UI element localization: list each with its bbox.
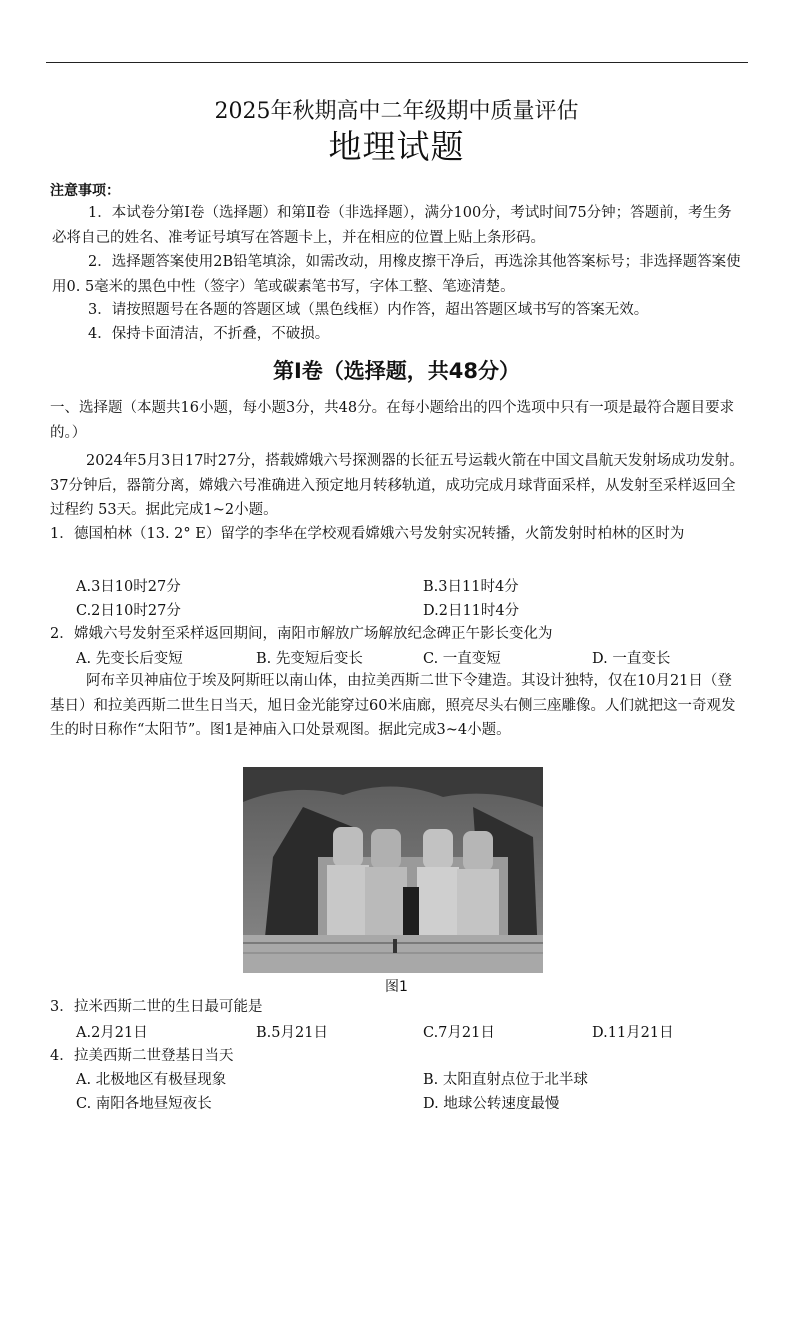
notice-item-1: 1．本试卷分第Ⅰ卷（选择题）和第Ⅱ卷（非选择题），满分100分，考试时间75分钟；答题前，考生务必将自己的姓名、准考证号填写在答题卡上，并在相应的位置上贴上条形码。 bbox=[52, 205, 732, 246]
question-text: 德国柏林（13. 2° E）留学的李华在学校观看嫦娥六号发射实况转播，火箭发射时柏林的区时为 bbox=[74, 526, 685, 542]
q1-option-c: C.2日10时27分 bbox=[76, 603, 181, 619]
question-number: 3． bbox=[50, 999, 74, 1015]
notice-item-3: 3．请按照题号在各题的答题区域（黑色线框）内作答，超出答题区域书写的答案无效。 bbox=[88, 302, 649, 318]
q2-option-c: C. 一直变短 bbox=[423, 651, 501, 667]
question-3 bbox=[50, 995, 746, 1019]
section-instruction: 一、选择题（本题共16小题，每小题3分，共48分。在每小题给出的四个选项中只有一项是最符合题目要求的。） bbox=[50, 400, 735, 441]
q2-option-d: D. 一直变长 bbox=[592, 651, 671, 667]
q3-option-c: C.7月21日 bbox=[423, 1025, 495, 1041]
question-1 bbox=[50, 522, 746, 546]
q1-option-a: A.3日10时27分 bbox=[76, 579, 181, 595]
notice-item-4: 4．保持卡面清洁，不折叠，不破损。 bbox=[88, 326, 330, 342]
exam-title: 2025年秋期高中二年级期中质量评估 bbox=[214, 99, 579, 124]
question-number: 2． bbox=[50, 626, 74, 642]
abu-simbel-temple-photo bbox=[243, 767, 543, 973]
subject-title: 地理试题 bbox=[328, 127, 465, 166]
passage-chang-e: 2024年5月3日17时27分，搭载嫦娥六号探测器的长征五号运载火箭在中国文昌航天发射场成功发射。37分钟后，器箭分离，嫦娥六号准确进入预定地月转移轨道，成功完成月球背面采样，从发射至采样返回全过程约 53天。据此完成1~2小题。 bbox=[50, 453, 744, 518]
question-text: 嫦娥六号发射至采样返回期间，南阳市解放广场解放纪念碑正午影长变化为 bbox=[74, 626, 553, 642]
q3-option-b: B.5月21日 bbox=[256, 1025, 328, 1041]
q2-option-b: B. 先变短后变长 bbox=[256, 651, 363, 667]
q3-option-d: D.11月21日 bbox=[592, 1025, 674, 1041]
section-heading: 第Ⅰ卷（选择题，共48分） bbox=[272, 359, 521, 383]
q3-option-a: A.2月21日 bbox=[76, 1025, 148, 1041]
question-4 bbox=[50, 1044, 746, 1068]
q4-option-a: A. 北极地区有极昼现象 bbox=[76, 1072, 227, 1088]
figure-caption: 图1 bbox=[385, 979, 408, 995]
question-text: 拉美西斯二世登基日当天 bbox=[74, 1048, 234, 1064]
q2-option-a: A. 先变长后变短 bbox=[76, 651, 183, 667]
q4-option-d: D. 地球公转速度最慢 bbox=[423, 1096, 560, 1112]
temple-illustration bbox=[243, 767, 543, 973]
question-number: 1． bbox=[50, 526, 74, 542]
question-number: 4． bbox=[50, 1048, 74, 1064]
passage-abu-simbel: 阿布辛贝神庙位于埃及阿斯旺以南山体，由拉美西斯二世下令建造。其设计独特，仅在10月21日（登基日）和拉美西斯二世生日当天，旭日金光能穿过60米庙廊，照亮尽头右侧三座雕像。人们就把这一奇观发生的时日称作“太阳节”。图1是神庙入口处景观图。据此完成3~4小题。 bbox=[50, 673, 736, 738]
question-2 bbox=[50, 622, 746, 646]
q1-option-b: B.3日11时4分 bbox=[423, 579, 519, 595]
question-text: 拉米西斯二世的生日最可能是 bbox=[74, 999, 263, 1015]
notice-heading: 注意事项： bbox=[50, 183, 120, 199]
q4-option-c: C. 南阳各地昼短夜长 bbox=[76, 1096, 212, 1112]
notice-item-2: 2．选择题答案使用2B铅笔填涂，如需改动，用橡皮擦干净后，再选涂其他答案标号；非选择题答案使用0. 5毫米的黑色中性（签字）笔或碳素笔书写，字体工整、笔迹清楚。 bbox=[52, 254, 741, 295]
q4-option-b: B. 太阳直射点位于北半球 bbox=[423, 1072, 588, 1088]
header-rule bbox=[46, 62, 748, 63]
q1-option-d: D.2日11时4分 bbox=[423, 603, 520, 619]
